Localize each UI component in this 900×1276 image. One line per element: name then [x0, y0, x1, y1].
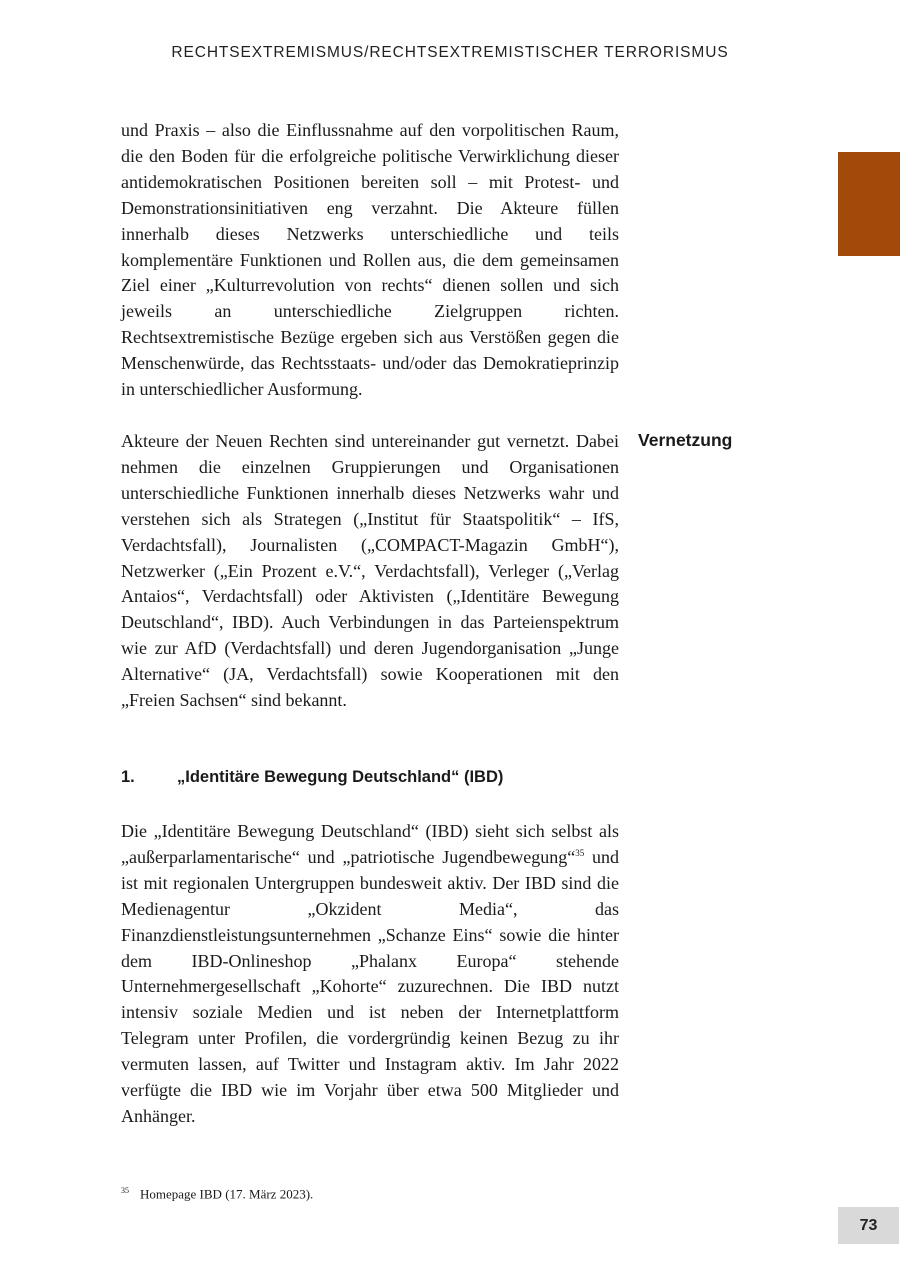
section-heading [121, 768, 641, 787]
margin-note-vernetzung: Vernetzung [638, 430, 733, 450]
page-number: 73 [838, 1207, 899, 1244]
body-paragraph-1: und Praxis – also die Einflussnahme auf den vorpolitischen Raum, die den Boden für die erfolgreiche politische Verwirklichung dieser antidemokratischen Positionen bereiten soll – mit Protest- und Demonstrationsinitiativen eng verzahnt. Die Akteure füllen innerhalb dieses Netzwerks unterschiedliche und teils komplementäre Funktionen und Rollen aus, die dem gemeinsamen Ziel einer „Kulturrevolution von rechts“ dienen sollen und sich jeweils an unterschiedliche Zielgruppen richten. Rechtsextremistische Bezüge ergeben sich aus Verstößen gegen die Menschenwürde, das Rechtsstaats- und/oder das Demokratieprinzip in unterschiedlicher Ausformung. [121, 120, 619, 400]
body-paragraph-3 [121, 819, 619, 1130]
paragraph-3-text-a: Die „Identitäre Bewegung Deutschland“ (IBD) sieht sich selbst als „außerparlamentarische“ und „patriotische Jugendbewegung“ [121, 821, 619, 867]
section-title: „Identitäre Bewegung Deutschland“ (IBD) [177, 768, 504, 786]
chapter-tab-marker [838, 152, 900, 256]
body-paragraph-2: Akteure der Neuen Rechten sind untereinander gut vernetzt. Dabei nehmen die einzelnen Gruppierungen und Organisationen unterschiedliche Funktionen innerhalb dieses Netzwerks wahr und verstehen sich als Strategen („Institut für Staatspolitik“ – IfS, Verdachtsfall), Journalisten („COMPACT-Magazin GmbH“), Netzwerker („Ein Prozent e.V.“, Verdachtsfall), Verleger („Verlag Antaios“, Verdachtsfall) oder Aktivisten („Identitäre Bewegung Deutschland“, IBD). Auch Verbindungen in das Parteienspektrum wie zur AfD (Verdachtsfall) und deren Jugendorganisation „Junge Alternative“ (JA, Verdachtsfall) sowie Kooperationen mit den „Freien Sachsen“ sind bekannt. [121, 431, 619, 711]
footnote-text: Homepage IBD (17. März 2023). [140, 1186, 314, 1202]
footnote-number: 35 [121, 1186, 129, 1195]
footnote-reference[interactable]: 35 [575, 847, 585, 858]
paragraph-3-text-b: und ist mit regionalen Untergruppen bundesweit aktiv. Der IBD sind die Medienagentur „Okzident Media“, das Finanzdienstleistungsunternehmen „Schanze Eins“ sowie die hinter dem IBD-Onlineshop „Phalanx Europa“ stehende Unternehmergesellschaft „Kohorte“ zuzurechnen. Die IBD nutzt intensiv soziale Medien und ist neben der Internetplattform Telegram unter Profilen, die vordergründig keinen Bezug zu ihr vermuten lassen, auf Twitter und Instagram aktiv. Im Jahr 2022 verfügte die IBD wie im Vorjahr über etwa 500 Mitglieder und Anhänger. [121, 846, 619, 1126]
footnote [121, 1186, 313, 1202]
section-number: 1. [121, 768, 135, 786]
running-header: RECHTSEXTREMISMUS/RECHTSEXTREMISTISCHER TERRORISMUS [171, 44, 729, 61]
